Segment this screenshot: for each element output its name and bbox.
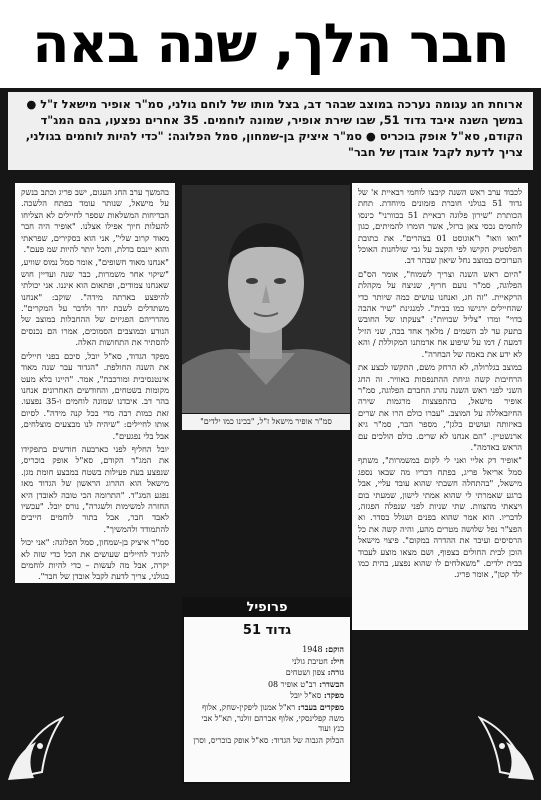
article-column-right [352, 183, 528, 630]
portrait-photo [182, 185, 350, 413]
paragraph: יובל החליף לפני כארבעה חודשים בתפקידו את המג"ד הקודם, סא"ל אופק בוכריס, שנפצע בעת פעילות בשטח במבצע חומת מגן. מישאל הוא ההרוג הראשון של הגדוד מאז נפגע המג"ד. "התרומה הכי טובה לאובדן היא החזרה למשימות ולשגרה", נורס יובל. "עכשיו לאבד חבר, אבל בתור לוחמים חייבים להתמודד ולהמשיך". [21, 443, 169, 534]
profile-row: הבלוק הגבוה של הגדוד: סא"ל אופק בוכריס, וסרן [193, 735, 344, 745]
profile-row: הוקם: 1948 [302, 644, 344, 654]
subheadline: ארוחת חג עגומה נערכה במוצב שבהר דב, בצל מותו של לוחם גולני, סמ"ר אופיר מישאל ז"ל ● במשך השנה איבד גדוד 51, שבו שירת אופיר, שמונה לוחמים. 35 אחרים נפצעו, בהם המג"ד הקודם, סא"ל אופק בוכריס ● סמ"ר איציק בן-שמחון, סמל הפלוגה: "כדי להיות לוחמים בגולני, צריך לדעת לקבל אובדן של חבר" [8, 92, 533, 170]
profile-box [182, 597, 352, 784]
paragraph: לכבוד ערב ראש השנה קיבצו לוחמי רבאיית א' של גדוד 51 בגולני חוברת פזמונים מיוחדת. תחת הכותרת "שירון פלוגה רבאיית 51 בכוורני" כינסו לוחמים נכסי צאן ברזל, אשר הומרו להמיתים, כגון "וואו וואו" ו"אוגוסט 01 בצהרים". את כתובת הפלסטיק הקישו לפי הקצב על גבי שולחנות האוכל הערוכים במוצב נחל שיאון שבהר דב. [358, 187, 522, 266]
profile-row: מפקד: סא"ל יובל [290, 690, 344, 701]
profile-unit: גדוד 51 [242, 623, 292, 638]
headline: חבר הלך, שנה באה [32, 12, 509, 75]
paragraph: בהמשך ערב החג העגום, ישב פריג וכתב בנשק על מישאל, שנותר עומד בפתח הלשכה. הבדיחות המשלאות שספר לחיילים לא הצליחו להעלות חיוך אפילו אצלנו. "אופיר היה חבר מאוד קרוב שלי", אני הוא בסקירים, שפראתי והוא יינבס בדלת, והכל יותר להיות שמ פעם". [21, 187, 169, 255]
paragraph: "היום ראש השנה וצריך לשמוח", אומר הס"ם הפלוגה, סמ"ר נועם חריף, שניצח על מקהלת הרקאיית. "זה חג, ואנחנו עושים כמה שיותר כדי שהחיילים ירגישו כמו בבית". למנגינת "שיר אהבה בדוי" ומרו "צליל שבויות": "צעקתו של החובש בתעק עד לב השמים / מלאך אחד בכה, שני הזיל דמעה / דמו על שיפוע אח אדמתנו המקוללת / והא לא ידע את באמה של הבחרה". [358, 268, 522, 359]
paragraph: סמ"ר איציק בן-שמחון, סמל הפלוגה: "אני יכול להגיד לחיילים שעושים את הכל כדי שזה לא יקרה, אבל מה לעשות – כדי להיות לוחמים בגולני, צריך לדעת לקבל אובדן של חבר". [21, 537, 169, 582]
portrait-illustration [182, 185, 350, 413]
profile-row: מפקדים בעבר: רא"ל אמנון ליפקין-שחק, אלוף משה קפלינסקי, אלוף אברהם זולנר, תא"ל אבי כנץ ועוד [201, 701, 344, 734]
paragraph: במוצב בגלרולה, לא הרחק משם, התקשו לבצע את הרחיבות קשה וגיחת ההתנפסות באוויר. זה החג השני לפני ראש השנה נהרג החברם הפלוגה, סמ"ר אופיר מישאל, בהתפצצות מרגמות שירה החיזבאללה על המוצב. "עברו כולם הרו את שרים באיזותה ועושים בלגן", מספר הבר, סמ"ר גיא ארנשטיין. "הם אנחנו לא שרים. כולם הולכים עם הראש באדמה". [358, 362, 522, 452]
profile-row: גזרה: צפון ושטחים [285, 667, 344, 678]
headline-band [0, 0, 541, 88]
profile-header: פרופיל [184, 599, 350, 617]
floral-ornament-icon [6, 712, 64, 782]
paragraph: "אופיר דק אליי ואני לי לקום במשמרות", משתף סמל אריאל פריג, בפתח דבריו מה שבאו נספג מישאל, "בהתחלה חשבתי שהוא עובד עליי, אבל ברגע שאמרתי לי שהוא אמתי לישון, שמעתי בום ויצאתי מהצוות. שתי שניות לפני שנפלה הפגזה, לדבריו. הוא אמר שהוא בפנים ושגלל בסדר. וא הפצ"ר נפל שלושה מטרים מהע, והיה קשה את כל הרסיסים ועיבר את ההדרה במקום". פיצוי מישאל הוכן לבית החולים בצפוף, ושם מצאו מוצע לעבוד בבית ילדים. "משאלחים לו שהוא נפצע, בהית כמו ילד קטן", אומר פריג. [358, 455, 522, 580]
profile-row: הבשדר: רב"ט אופיר 08 [267, 678, 344, 689]
photo-caption: סמ"ר אופיר מישאל ז"ל, "בכינו כמו ילדים" [182, 414, 350, 430]
article-column-left [15, 183, 175, 583]
profile-row: חיל: חטיבת גולני [291, 655, 344, 666]
floral-ornament-icon [478, 712, 536, 782]
profile-list [184, 638, 350, 746]
paragraph: מפקד הגדוד, סא"ל יובל, סיכם בפני חיילים את השנה החולפת. "הגדוד עבר שנה מאוד אינטנסיבית ומורכבת", אמר. "היינו בלא מעט מקומות בשטחים, והחודשים האחרונים אנחנו בהר דב. איבדנו שמונה לוחמים ו-35 נפצעו. זאת כמות רבה מדי בכל קנה מידה". לסיום אותו לחיילים: "שיהיה לנו מבצעים מוצלחים, אבל בלי נפגעים". [21, 350, 169, 441]
paragraph: "אנחנו מאוד חשופים", אומר סמל נמוס שוויע, "שיקוי אחר משמרות, כבר שנה ועדיין חוש שאנחנו צמודים, ופתאום הוא איננו. אני יכולתי להיפצע בארתה מידה". שוקב: "אנחנו משתדלים לשבת יחד ולדבר על המקרים". מהרריהם הפגיזים של ההחבלות במוצב של הנודע ובמוצבים הסמוכים, אמרו הם נכנסים להסתיר את התחושות האלה. [21, 257, 169, 348]
